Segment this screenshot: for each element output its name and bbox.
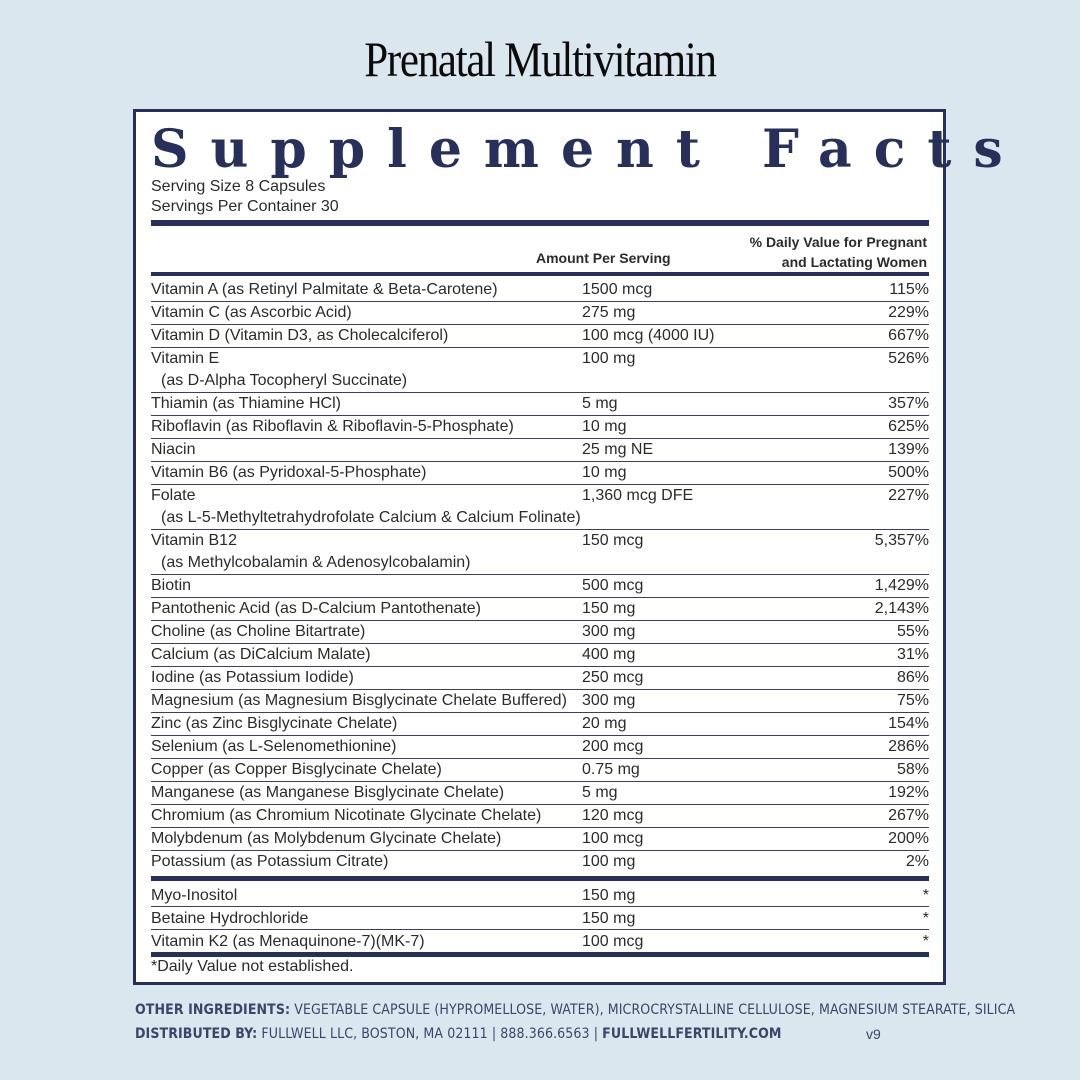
distributed-label: DISTRIBUTED BY: (135, 1026, 258, 1042)
page-title: Prenatal Multivitamin (364, 31, 716, 87)
top-divider (151, 220, 929, 226)
nutrient-daily-value: 58% (896, 761, 929, 778)
nutrient-name: Riboflavin (as Riboflavin & Riboflavin-5-Phosphate) (151, 418, 514, 435)
other-name: Betaine Hydrochloride (151, 910, 309, 927)
other-row (151, 931, 929, 951)
nutrient-source: (as D-Alpha Tocopheryl Succinate) (161, 372, 408, 389)
daily-value-header-line2: and Lactating Women (781, 254, 927, 270)
nutrient-row (151, 782, 929, 805)
nutrient-daily-value: 500% (888, 464, 929, 481)
nutrient-daily-value: 267% (888, 807, 929, 824)
nutrient-daily-value: 86% (896, 669, 929, 686)
nutrient-daily-value: 192% (888, 784, 929, 801)
nutrient-name: Vitamin E (151, 350, 220, 367)
other-name: Myo-Inositol (151, 887, 238, 904)
nutrient-daily-value: 55% (896, 623, 929, 640)
nutrient-amount: 200 mcg (582, 738, 644, 755)
facts-title: Supplement Facts (151, 119, 1025, 180)
distributed-line (135, 1026, 782, 1042)
nutrient-row (151, 575, 929, 598)
nutrient-amount: 150 mcg (582, 532, 644, 549)
distributed-text: FULLWELL LLC, BOSTON, MA 02111 | 888.366.6563 | (257, 1026, 603, 1042)
nutrient-daily-value: 75% (896, 692, 929, 709)
nutrient-amount: 1500 mcg (582, 281, 653, 298)
nutrient-amount: 100 mg (582, 350, 636, 367)
nutrient-daily-value: 229% (888, 304, 929, 321)
nutrient-row (151, 851, 929, 874)
nutrient-row (151, 713, 929, 736)
nutrient-name: Vitamin B12 (151, 532, 237, 549)
serving-size: Serving Size 8 Capsules (151, 178, 326, 195)
nutrient-name: Vitamin A (as Retinyl Palmitate & Beta-Carotene) (151, 281, 498, 298)
nutrient-name: Vitamin C (as Ascorbic Acid) (151, 304, 352, 321)
nutrient-daily-value: 2% (905, 853, 929, 870)
nutrient-amount: 400 mg (582, 646, 636, 663)
other-amount: 150 mg (582, 887, 636, 904)
nutrient-name: Zinc (as Zinc Bisglycinate Chelate) (151, 715, 398, 732)
nutrient-row (151, 485, 929, 530)
nutrient-amount: 275 mg (582, 304, 636, 321)
other-name: Vitamin K2 (as Menaquinone-7)(MK-7) (151, 933, 425, 950)
nutrient-row (151, 805, 929, 828)
nutrient-amount: 150 mg (582, 600, 636, 617)
nutrient-amount: 10 mg (582, 464, 627, 481)
nutrient-name: Vitamin B6 (as Pyridoxal-5-Phosphate) (151, 464, 427, 481)
nutrient-daily-value: 227% (888, 487, 929, 504)
other-daily-value: * (922, 933, 929, 950)
nutrient-row (151, 302, 929, 325)
nutrient-name: Molybdenum (as Molybdenum Glycinate Chelate) (151, 830, 502, 847)
nutrient-amount: 20 mg (582, 715, 627, 732)
other-amount: 100 mcg (582, 933, 644, 950)
other-daily-value: * (922, 887, 929, 904)
nutrient-daily-value: 2,143% (874, 600, 929, 617)
row-divider (151, 929, 929, 930)
nutrient-amount: 300 mg (582, 692, 636, 709)
other-row (151, 908, 929, 928)
nutrient-row (151, 416, 929, 439)
nutrient-daily-value: 526% (888, 350, 929, 367)
bottom-divider (151, 952, 929, 957)
nutrient-row (151, 530, 929, 575)
nutrient-row (151, 348, 929, 393)
daily-value-header (750, 232, 927, 272)
nutrient-daily-value: 625% (888, 418, 929, 435)
supplement-facts-panel (133, 109, 1025, 985)
nutrient-daily-value: 31% (896, 646, 929, 663)
nutrient-name: Copper (as Copper Bisglycinate Chelate) (151, 761, 442, 778)
nutrient-row (151, 736, 929, 759)
nutrient-name: Choline (as Choline Bitartrate) (151, 623, 366, 640)
version-label: v9 (866, 1026, 881, 1042)
daily-value-header-line1: % Daily Value for Pregnant (749, 234, 927, 250)
other-row (151, 885, 929, 905)
nutrient-daily-value: 5,357% (874, 532, 929, 549)
nutrient-daily-value: 139% (888, 441, 929, 458)
nutrient-name: Magnesium (as Magnesium Bisglycinate Chelate Buffered) (151, 692, 567, 709)
nutrient-name: Pantothenic Acid (as D-Calcium Pantothenate) (151, 600, 481, 617)
nutrient-row (151, 759, 929, 782)
nutrient-amount: 120 mcg (582, 807, 644, 824)
footnote: *Daily Value not established. (151, 958, 354, 975)
nutrient-amount: 100 mg (582, 853, 636, 870)
nutrient-name: Manganese (as Manganese Bisglycinate Chelate) (151, 784, 505, 801)
nutrient-row (151, 621, 929, 644)
nutrient-row (151, 667, 929, 690)
nutrient-amount: 250 mcg (582, 669, 644, 686)
nutrient-name: Vitamin D (Vitamin D3, as Cholecalciferol) (151, 327, 449, 344)
nutrient-daily-value: 1,429% (874, 577, 929, 594)
nutrient-row (151, 393, 929, 416)
header-divider (151, 272, 929, 276)
nutrient-daily-value: 286% (888, 738, 929, 755)
nutrient-amount: 300 mg (582, 623, 636, 640)
nutrient-name: Folate (151, 487, 196, 504)
nutrient-source: (as L-5-Methyltetrahydrofolate Calcium & Calcium Folinate) (161, 509, 581, 526)
nutrient-amount: 100 mcg (4000 IU) (582, 327, 715, 344)
other-ingredients-text: VEGETABLE CAPSULE (HYPROMELLOSE, WATER), MICROCRYSTALLINE CELLULOSE, MAGNESIUM STEARATE, SILICA (290, 1002, 1016, 1018)
nutrient-amount: 25 mg NE (582, 441, 654, 458)
nutrient-daily-value: 667% (888, 327, 929, 344)
nutrient-row (151, 690, 929, 713)
nutrient-row (151, 462, 929, 485)
other-amount: 150 mg (582, 910, 636, 927)
nutrient-amount: 10 mg (582, 418, 627, 435)
amount-header: Amount Per Serving (536, 250, 671, 266)
nutrient-row (151, 439, 929, 462)
nutrient-daily-value: 154% (888, 715, 929, 732)
nutrient-name: Iodine (as Potassium Iodide) (151, 669, 354, 686)
other-ingredients-label: OTHER INGREDIENTS: (135, 1002, 291, 1018)
nutrient-daily-value: 200% (888, 830, 929, 847)
nutrient-row (151, 828, 929, 851)
website-link[interactable]: FULLWELLFERTILITY.COM (602, 1026, 782, 1042)
nutrient-name: Thiamin (as Thiamine HCl) (151, 395, 341, 412)
nutrient-amount: 0.75 mg (582, 761, 640, 778)
nutrient-name: Potassium (as Potassium Citrate) (151, 853, 389, 870)
nutrient-name: Biotin (151, 577, 192, 594)
nutrient-row (151, 279, 929, 302)
nutrient-daily-value: 115% (889, 281, 929, 298)
others-divider (151, 876, 929, 881)
nutrient-name: Niacin (151, 441, 196, 458)
nutrient-daily-value: 357% (888, 395, 929, 412)
nutrient-row (151, 325, 929, 348)
servings-per-container: Servings Per Container 30 (151, 198, 339, 215)
nutrient-row (151, 598, 929, 621)
row-divider (151, 906, 929, 907)
nutrient-name: Calcium (as DiCalcium Malate) (151, 646, 371, 663)
nutrient-amount: 5 mg (582, 395, 618, 412)
other-daily-value: * (922, 910, 929, 927)
nutrient-name: Selenium (as L-Selenomethionine) (151, 738, 397, 755)
nutrient-source: (as Methylcobalamin & Adenosylcobalamin) (161, 554, 471, 571)
nutrient-amount: 500 mcg (582, 577, 644, 594)
nutrient-name: Chromium (as Chromium Nicotinate Glycinate Chelate) (151, 807, 542, 824)
nutrient-amount: 1,360 mcg DFE (582, 487, 694, 504)
nutrient-amount: 5 mg (582, 784, 618, 801)
other-ingredients-line (135, 1002, 1015, 1018)
nutrient-amount: 100 mcg (582, 830, 644, 847)
nutrient-row (151, 644, 929, 667)
